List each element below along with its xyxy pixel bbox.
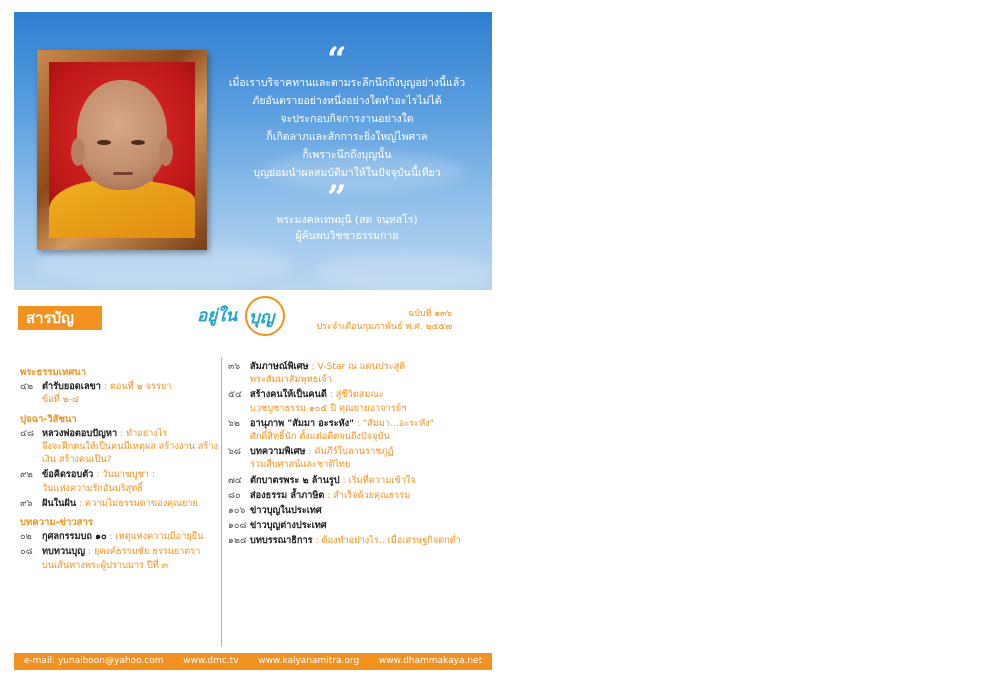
entry-title: หลวงพ่อตอบปัญหา (42, 427, 118, 439)
toc-entry[interactable] (228, 474, 492, 487)
magazine-page (14, 12, 492, 676)
page-number: ๘๐ (228, 489, 241, 501)
entry-cont: วันแห่งความรักอันบริสุทธิ์ (42, 482, 143, 494)
quote-line: ก็เพราะนึกถึงบุญนั้น (302, 149, 392, 161)
page-number: ๑๒๔ (228, 535, 247, 547)
toc-entry[interactable] (20, 427, 220, 467)
logo-text: บุญ (249, 308, 275, 328)
page-number: ๐๘ (20, 546, 33, 558)
page-number: ๐๒ (20, 531, 32, 543)
footer-link-dhammakaya[interactable]: www.dhammakaya.net (378, 656, 483, 666)
entry-desc: : ทำอย่างไร (117, 427, 168, 439)
page-number: ๔๘ (20, 427, 35, 439)
page-number: ๙๖ (20, 497, 33, 509)
page-number: ๕๔ (228, 389, 242, 401)
open-quote-icon: “ (327, 40, 347, 80)
entry-title: ตำรับยอดเลขา (42, 381, 101, 393)
magazine-logo (197, 296, 289, 336)
toc-entry[interactable] (228, 417, 492, 443)
page-number: ๖๒ (228, 417, 240, 429)
author-title: ผู้ค้นพบวิชชาธรรมกาย (295, 230, 399, 242)
entry-cont: ศักดิ์สิทธิ์นัก ตั้งแต่อดีตจนถึงปัจจุบัน (250, 431, 390, 443)
hero-banner (14, 12, 492, 290)
entry-title: ฝันในฝัน (42, 497, 77, 509)
entry-cont: จึงจะฝึกตนให้เป็นคนมีเหตุผล สร้างงาน สร้างเงิน สร้างคนเป็น? (42, 441, 218, 466)
close-quote-icon: ” (327, 178, 347, 218)
entry-title: ข้อคิดรอบตัว (42, 469, 94, 481)
quote-author (212, 212, 482, 244)
section-heading: ปุจฉา-วิสัชนา (20, 413, 77, 425)
page-number: ๖๘ (228, 446, 241, 458)
issue-info (316, 308, 452, 334)
entry-desc: : ความไม่ธรรมดาของคุณยาย (76, 497, 198, 509)
entry-title: บทบรรณาธิการ (250, 535, 313, 547)
toc-entry[interactable] (20, 380, 220, 406)
entry-desc: : ยุคงค์ธรรมชัย ธรรมยาตรา (85, 546, 201, 558)
entry-cont: ร่วมสืบศาสน์และชาติไทย (250, 459, 351, 471)
entry-title: อานุภาพ "สัมมา อะระหัง" (250, 417, 354, 429)
issue-number: ฉบับที่ ๑๓๖ (408, 309, 452, 319)
issue-date: ประจำเดือนกุมภาพันธ์ พ.ศ. ๒๕๕๗ (316, 322, 452, 332)
entry-cont: พระสัมมาสัมพุทธเจ้า (250, 374, 332, 386)
toc-entry[interactable] (228, 534, 492, 547)
toc-entry[interactable] (228, 445, 492, 471)
page-number: ๙๒ (20, 469, 33, 481)
entry-title: กุศลกรรมบถ ๑๐ (42, 531, 107, 543)
toc-entry[interactable] (228, 388, 492, 414)
footer-link-dmc[interactable]: www.dmc.tv (183, 656, 239, 666)
entry-cont: บวชบูชาธรรม ๑๐๕ ปี คุณยายอาจารย์ฯ (250, 402, 407, 414)
entry-desc: : คัมภีร์ใบลานราชภูฏ์ (305, 446, 394, 458)
page-number: ๑๐๖ (228, 505, 246, 517)
quote-line: ก็เกิดลาภและสักการะยิ่งใหญ่ไพศาล (266, 131, 428, 143)
entry-desc: : สู่ชีวิตสมณะ (326, 389, 384, 401)
page-number: ๗๔ (228, 474, 242, 486)
footer-email-link[interactable]: e-mail: yunaiboon@yahoo.com (23, 656, 164, 666)
entry-title: ตักบาตรพระ ๒ ล้านรูป (250, 474, 340, 486)
entry-title: บทความพิเศษ (250, 446, 306, 458)
toc-entry[interactable] (228, 519, 492, 532)
quote-line: จะประกอบกิจการงานอย่างใด (280, 113, 414, 125)
author-name: พระมงคลเทพมุนี (สด จนฺทสโร) (276, 214, 418, 226)
toc-title: สารบัญ (18, 306, 102, 330)
entry-title: สัมภาษณ์พิเศษ (250, 361, 309, 372)
quote-line: บุญย่อมนำผลสมบัติมาให้ในปัจจุบันนี้เทียว (253, 167, 441, 179)
entry-title: ทบทวนบุญ (42, 546, 86, 558)
footer-link-kalyanamitra[interactable]: www.kalyanamitra.org (258, 656, 360, 666)
toc-entry[interactable] (20, 497, 220, 510)
entry-desc: : V-Star ณ แดนประสูติ (308, 361, 406, 372)
toc-entry[interactable] (228, 360, 492, 386)
column-divider (221, 357, 222, 647)
section-heading: พระธรรมเทศนา (20, 367, 87, 378)
quote-line: ภัยอันตรายอย่างหนึ่งอย่างใดทำอะไรไม่ได้ (252, 95, 442, 107)
entry-title: ข่าวบุญต่างประเทศ (250, 520, 327, 532)
monk-portrait (49, 62, 195, 238)
toc-entry[interactable] (228, 489, 492, 502)
entry-title: ข่าวบุญในประเทศ (250, 505, 322, 517)
entry-cont: บนเส้นทางพระผู้ปราบมาร ปีที่ ๓ (42, 559, 169, 571)
entry-desc: : ต้องทำอย่างไร.. เมื่อเศรษฐกิจตกต่ำ (312, 535, 461, 547)
entry-desc: : สำเร็จด้วยคุณธรรม (324, 489, 411, 501)
toc-left-column (20, 360, 220, 574)
entry-desc: : เหตุแห่งความมีอายุยืน (106, 531, 204, 543)
quote-text (212, 74, 482, 182)
entry-desc: : วันมาฆบูชา : (93, 469, 155, 481)
entry-desc: : "สัมมา...อะระหัง" (353, 417, 434, 429)
page-number: ๓๖ (228, 361, 241, 372)
toc-entry[interactable] (20, 530, 220, 543)
entry-cont: ข้อที่ ๒-๔ (42, 394, 80, 406)
portrait-frame (37, 50, 207, 250)
toc-entry[interactable] (20, 545, 220, 571)
footer-bar (14, 653, 492, 670)
page-number: ๑๐๘ (228, 520, 247, 532)
entry-desc: : เริ่มที่ความเข้าใจ (339, 474, 416, 486)
toc-right-column (228, 360, 492, 550)
page-number: ๔๒ (20, 381, 34, 393)
logo-text: อยู่ใน (197, 306, 238, 326)
entry-title: สร้างคนให้เป็นคนดี (250, 389, 327, 401)
quote-line: เมื่อเราบริจาคทานและตามระลึกนึกถึงบุญอย่างนี้แล้ว (228, 77, 466, 89)
toc-entry[interactable] (228, 504, 492, 517)
entry-desc: : ตอนที่ ๒ จรรยา (100, 381, 172, 393)
toc-entry[interactable] (20, 468, 220, 494)
entry-title: ส่องธรรม ล้ำภาษิต (250, 489, 325, 501)
section-heading: บทความ-ข่าวสาร (20, 517, 93, 529)
